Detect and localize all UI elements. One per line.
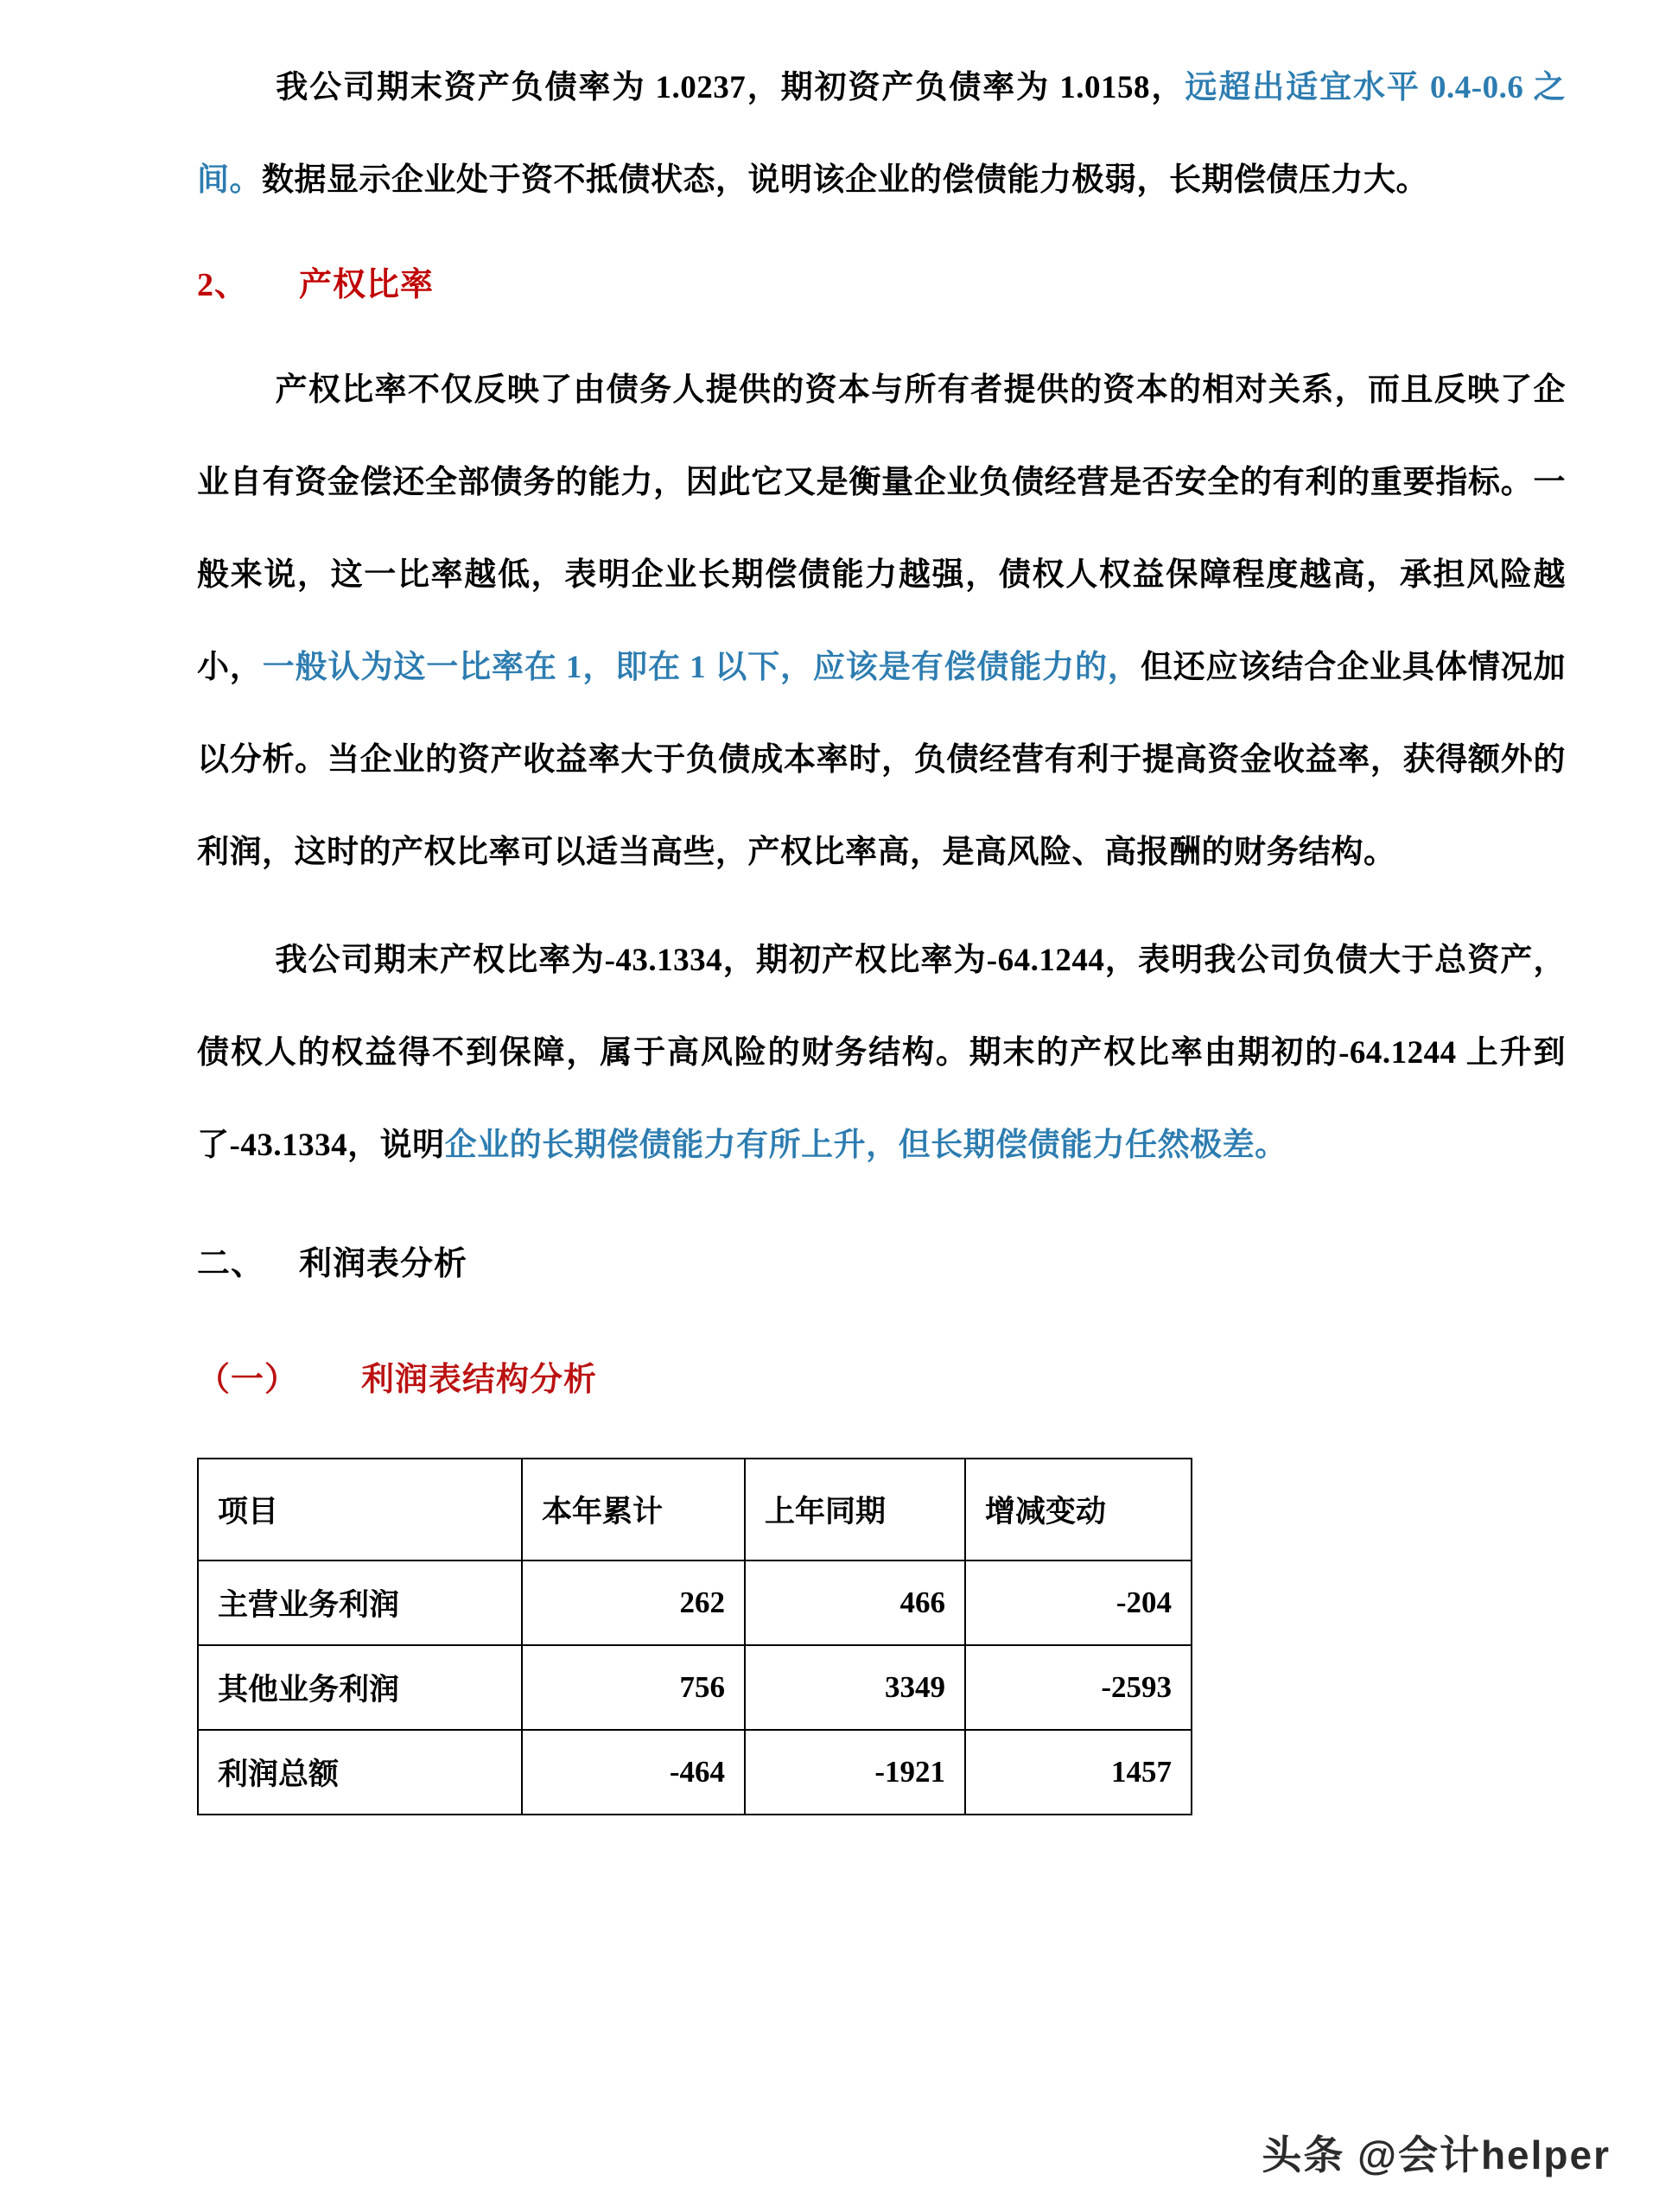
table-cell-prior: 3349: [745, 1645, 965, 1730]
table-header-row: [198, 1459, 1192, 1560]
heading-equity-ratio: [197, 242, 1566, 328]
heading-income-statement-analysis: [197, 1221, 1566, 1307]
table-cell-current: -464: [522, 1730, 745, 1815]
paragraph-3-highlight-blue: 企业的长期偿债能力有所上升，但长期偿债能力任然极差。: [444, 1128, 1287, 1163]
watermark: 头条 @会计helper: [1262, 2133, 1611, 2177]
paragraph-1-highlight-blue: 远超出适宜水平 0.4-0.6 之间。: [197, 70, 1567, 198]
table-header-change: 增减变动: [965, 1459, 1192, 1560]
table-cell-current: 756: [522, 1645, 745, 1730]
table-cell-item: 主营业务利润: [198, 1560, 522, 1645]
paragraph-equity-ratio-definition: [197, 344, 1566, 899]
spacer: [197, 1192, 1566, 1221]
table-cell-item: 其他业务利润: [198, 1645, 522, 1730]
table-cell-item: 利润总额: [198, 1730, 522, 1815]
table-cell-prior: -1921: [745, 1730, 965, 1815]
table-cell-prior: 466: [745, 1560, 965, 1645]
heading-income-structure-analysis: [197, 1337, 1566, 1423]
heading-equity-ratio-number: 2、: [197, 267, 249, 303]
table-cell-change: -2593: [965, 1645, 1192, 1730]
paragraph-1-segment-1: 我公司期末资产负债率为 1.0237，期初资产负债率为 1.0158，: [276, 70, 1185, 105]
paragraph-company-equity-ratio: [197, 914, 1566, 1192]
table-cell-current: 262: [522, 1560, 745, 1645]
heading-income-structure-number: （一）: [197, 1362, 299, 1398]
paragraph-2-segment-1: 产权比率不仅反映了由债务人提供的资本与所有者提供的资本的相对关系，而且反映了企业自有资金偿还全部债务的能力，因此它又是衡量企业负债经营是否安全的有利的重要指标。一般来说，这一比率越低，表明企业长期偿债能力越强，债权人权益保障程度越高，承担风险越小，: [197, 372, 1567, 685]
table-row: [198, 1645, 1192, 1730]
profit-table-container: [197, 1458, 1566, 1815]
paragraph-1-segment-3: 数据显示企业处于资不抵债状态，说明该企业的偿债能力极弱，长期偿债压力大。: [262, 162, 1428, 198]
spacer: [197, 226, 1566, 242]
heading-income-structure-text: 利润表结构分析: [361, 1362, 598, 1398]
income-statement-structure-table: [197, 1458, 1192, 1815]
heading-equity-ratio-text: 产权比率: [299, 267, 435, 303]
table-header-prior: 上年同期: [745, 1459, 965, 1560]
spacer: [197, 328, 1566, 344]
spacer: [197, 899, 1566, 914]
table-cell-change: 1457: [965, 1730, 1192, 1815]
table-header-item: 项目: [198, 1459, 522, 1560]
heading-income-statement-number: 二、: [197, 1246, 265, 1282]
table-cell-change: -204: [965, 1560, 1192, 1645]
table-row: [198, 1730, 1192, 1815]
paragraph-2-highlight-blue: 一般认为这一比率在 1，即在 1 以下，应该是有偿债能力的，: [262, 650, 1141, 685]
table-header-current: 本年累计: [522, 1459, 745, 1560]
paragraph-asset-liability-ratio: [197, 41, 1566, 226]
paragraph-2-segment-tail: 但还应该结合企业具体情况加以分析。当企业的资产收益率大于负债成本率时，负债经营有利于提高资金收益率，获得额外的利润，这时的产权比率可以适当高些，产权比率高，是高风险、高报酬的财务结构。: [197, 650, 1567, 870]
table-row: [198, 1560, 1192, 1645]
heading-income-statement-text: 利润表分析: [299, 1246, 468, 1282]
spacer: [197, 1307, 1566, 1337]
paragraph-3-segment-1: 我公司期末产权比率为-43.1334，期初产权比率为-64.1244，表明我公司负债大于总资产，债权人的权益得不到保障，属于高风险的财务结构。期末的产权比率由期初的-64.1244 上升到了-43.1334，说明: [197, 943, 1567, 1163]
